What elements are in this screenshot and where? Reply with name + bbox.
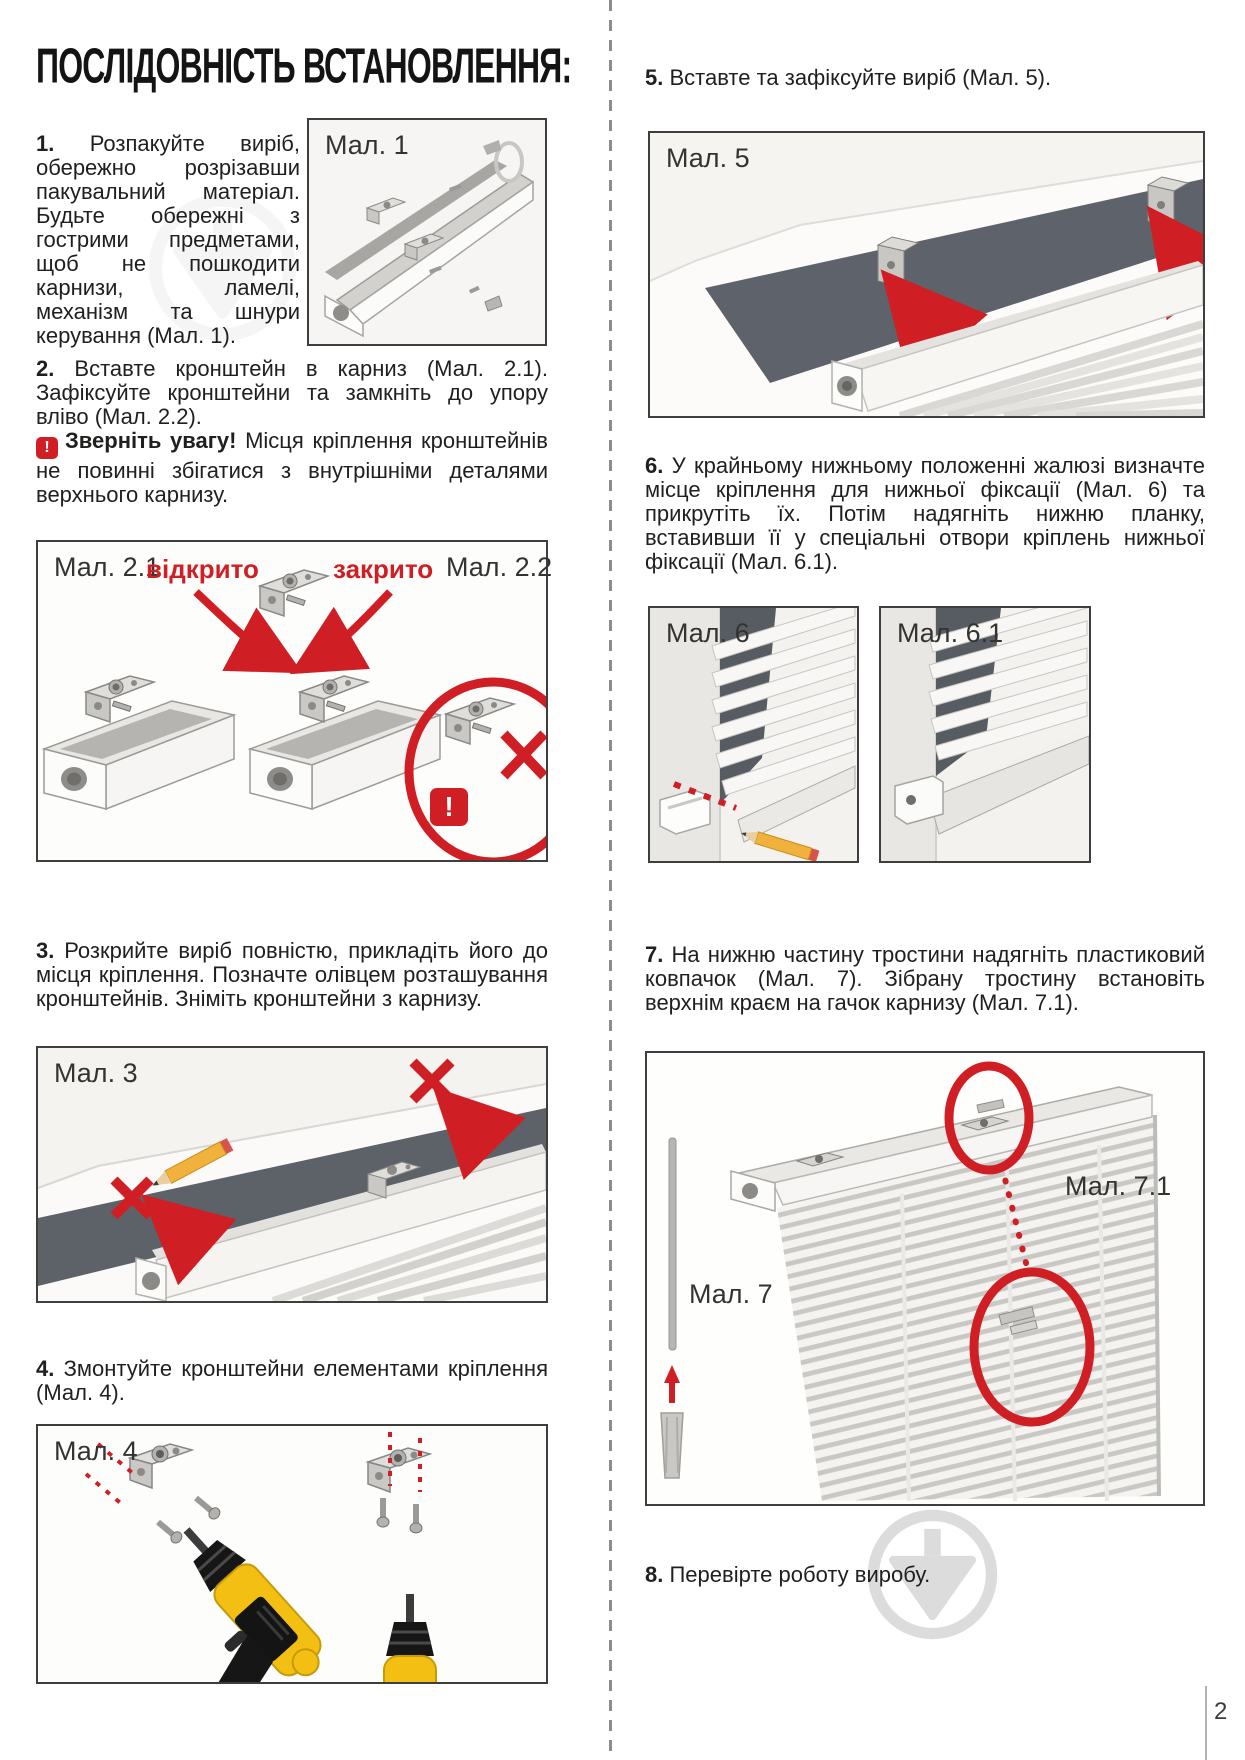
step-8-text: Перевірте роботу виробу. — [669, 1562, 931, 1587]
step-2-number: 2. — [36, 356, 55, 381]
wand-cap-icon — [661, 1413, 683, 1478]
bracket-icon — [260, 570, 328, 616]
step-3-text: Розкрийте виріб повністю, прикладіть його до місця кріплення. Позначте олівцем розташування кронштейнів. Зніміть кронштейни з карнизу. — [36, 938, 548, 1011]
step-2-paragraph — [36, 357, 548, 429]
page-number: 2 — [1214, 1698, 1228, 1725]
closed-label: закрито — [333, 554, 434, 584]
step-2-note — [36, 429, 548, 507]
column-divider-dashed-line — [609, 0, 612, 1760]
headrail-icon — [44, 701, 234, 809]
step-4-number: 4. — [36, 1356, 55, 1381]
step-5-number: 5. — [645, 65, 664, 90]
figure-6-1-label: Мал. 6.1 — [897, 618, 1004, 648]
red-arrow-up-icon — [664, 1365, 680, 1403]
figure-1-label: Мал. 1 — [325, 130, 409, 160]
figure-4 — [36, 1424, 548, 1684]
step-6-number: 6. — [645, 453, 664, 478]
step-7-number: 7. — [645, 942, 664, 967]
step-1-number: 1. — [36, 131, 55, 156]
step-6 — [645, 454, 1205, 574]
figure-3 — [36, 1046, 548, 1303]
step-8 — [645, 1563, 1205, 1587]
screw-icon — [377, 1498, 389, 1527]
figure-2-2-label: Мал. 2.2 — [446, 552, 553, 582]
figure-6 — [648, 606, 859, 863]
step-1 — [36, 132, 300, 348]
figure-2 — [36, 540, 553, 862]
figure-6-label: Мал. 6 — [666, 618, 750, 648]
page-number-divider — [1205, 1686, 1207, 1760]
figure-5-label: Мал. 5 — [666, 143, 750, 173]
step-8-number: 8. — [645, 1562, 664, 1587]
page-title: ПОСЛІДОВНІСТЬ ВСТАНОВЛЕННЯ: — [36, 40, 572, 94]
step-3 — [36, 939, 548, 1011]
screw-icon — [410, 1504, 422, 1533]
bracket-icon — [367, 198, 405, 224]
open-label: відкрито — [146, 554, 259, 584]
step-2-text: Вставте кронштейн в карниз (Мал. 2.1). Зафіксуйте кронштейни та замкніть до упору вліво (Мал. 2.2). — [36, 356, 548, 429]
step-5 — [645, 66, 1205, 90]
bracket-icon — [130, 1444, 192, 1488]
red-arrow-icon — [314, 592, 390, 660]
figure-4-label: Мал. 4 — [54, 1436, 138, 1466]
note-text: Місця кріплення кронштейнів не повинні збігатися з внутрішніми деталями верхнього карнизу. — [36, 428, 548, 507]
red-dotted-line — [86, 1474, 124, 1506]
figure-1 — [307, 118, 547, 346]
figure-7 — [645, 1051, 1205, 1506]
step-4-text: Змонтуйте кронштейни елементами кріплення (Мал. 4). — [36, 1356, 548, 1405]
screw-icon — [154, 1517, 184, 1545]
figure-3-label: Мал. 3 — [54, 1058, 138, 1088]
drill-icon — [111, 1513, 334, 1682]
step-7 — [645, 943, 1205, 1015]
step-2 — [36, 357, 548, 507]
figure-2-1-label: Мал. 2.1 — [54, 552, 161, 582]
figure-5 — [648, 131, 1205, 418]
drill-icon — [384, 1594, 512, 1682]
figure-7-1-label: Мал. 7.1 — [1065, 1171, 1172, 1201]
hook-detail — [977, 1100, 1004, 1113]
step-5-text: Вставте та зафіксуйте виріб (Мал. 5). — [669, 65, 1052, 90]
step-3-number: 3. — [36, 938, 55, 963]
wand-icon — [669, 1138, 676, 1350]
insert-and-fix-illustration — [650, 133, 1203, 416]
step-4 — [36, 1357, 548, 1405]
bracket-open-close-illustration — [38, 542, 546, 860]
alert-icon: ! — [430, 788, 468, 826]
x-mark-icon — [504, 734, 544, 776]
figure-6-1 — [879, 606, 1091, 863]
note-label: Зверніть увагу! — [65, 428, 237, 453]
step-7-text: На нижню частину тростини надягніть пластиковий ковпачок (Мал. 7). Зібрану тростину встановіть верхнім краєм на гачок карнизу (Мал. 7.1). — [645, 942, 1205, 1015]
screw-icon — [192, 1493, 222, 1521]
step-1-text: Розпакуйте виріб, обережно розрізавши пакувальний матеріал. Будьте обережні з гострими предметами, щоб не пошкодити карнизи, ламелі, механізм та шнури керування (Мал. 1). — [36, 131, 300, 348]
warning-icon: ! — [36, 437, 58, 459]
figure-7-label: Мал. 7 — [689, 1279, 773, 1309]
step-6-text: У крайньому нижньому положенні жалюзі визначте місце кріплення для нижньої фіксації (Мал. 6) та прикрутіть їх. Потім надягніть нижню планку, вставивши її у спеціальні отвори кріплень нижньої фіксації (Мал. 6.1). — [645, 453, 1205, 574]
